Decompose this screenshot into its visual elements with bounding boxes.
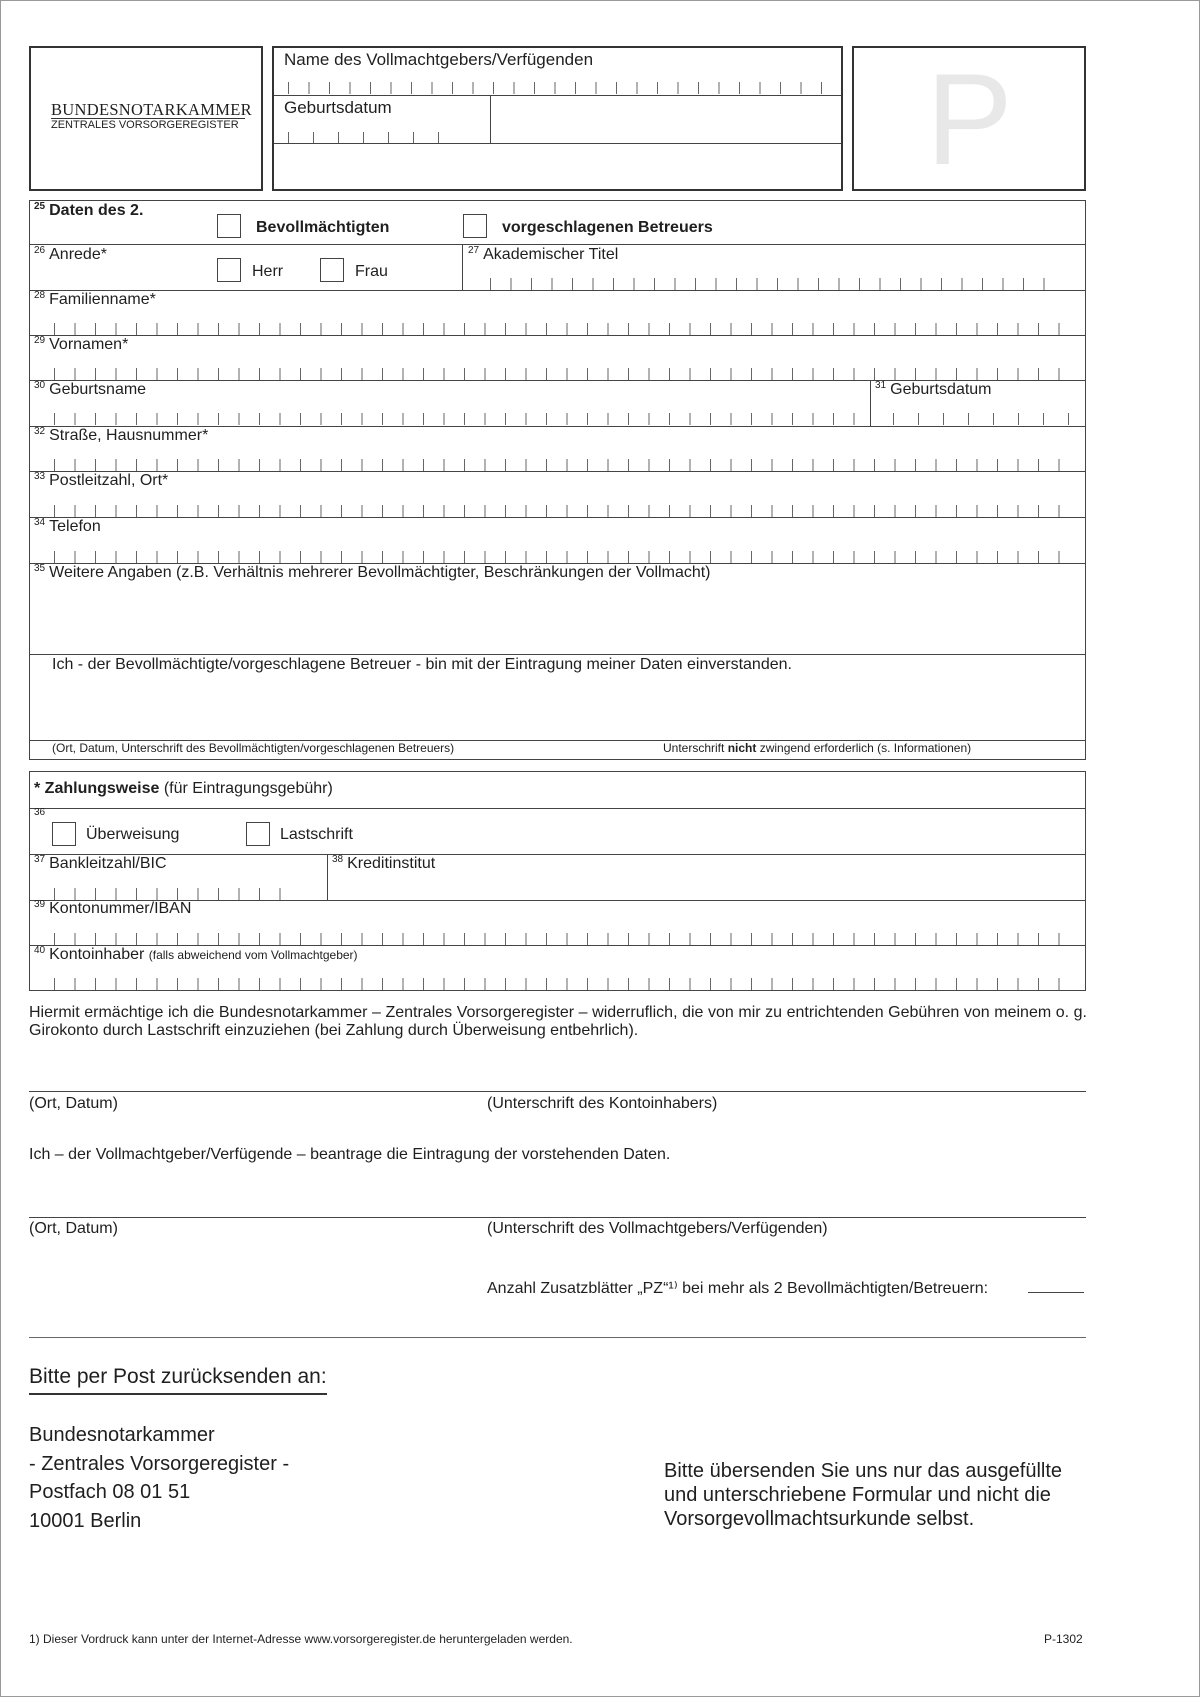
form-letter-box xyxy=(852,46,1086,191)
betreuer-checkbox[interactable] xyxy=(463,214,487,238)
bevollmaechtigter-label: Bevollmächtigten xyxy=(256,219,390,236)
mandate-signature-field[interactable] xyxy=(29,1060,1086,1090)
geburtsname-label: $^{30}$ Geburtsname xyxy=(34,380,147,398)
telefon-field[interactable] xyxy=(54,551,1074,563)
form-code: P-1302 xyxy=(1044,1632,1083,1646)
note-line: Bitte übersenden Sie uns nur das ausgefüllte xyxy=(664,1460,1063,1482)
footnote: 1) Dieser Vordruck kann unter der Internet-Adresse www.vorsorgeregister.de heruntergeladen werden. xyxy=(29,1632,573,1646)
plz-label: $^{33}$ Postleitzahl, Ort* xyxy=(34,471,169,489)
application-ort-datum: (Ort, Datum) xyxy=(29,1220,118,1237)
return-heading: Bitte per Post zurücksenden an: xyxy=(29,1365,327,1388)
signature-optional-note: Unterschrift nicht zwingend erforderlich (s. Informationen) xyxy=(663,741,972,755)
inhaber-field[interactable] xyxy=(54,978,1074,990)
geburtsdatum-label: $^{31}$ Geburtsdatum xyxy=(875,380,992,398)
betreuer-label: vorgeschlagenen Betreuers xyxy=(502,219,713,236)
familienname-field[interactable] xyxy=(54,323,1074,335)
return-address xyxy=(29,1421,289,1535)
kreditinstitut-label: $^{38}$ Kreditinstitut xyxy=(332,854,436,872)
anrede-label: $^{26}$ Anrede* xyxy=(34,245,107,263)
consent-signature-caption: (Ort, Datum, Unterschrift des Bevollmächtigten/vorgeschlagenen Betreuers) xyxy=(52,741,455,755)
application-signature-field[interactable] xyxy=(29,1186,1086,1216)
geburtsdatum-field[interactable] xyxy=(893,413,1073,425)
frau-label: Frau xyxy=(355,263,388,280)
note-line: und unterschriebene Formular und nicht die xyxy=(664,1484,1051,1506)
weitere-field[interactable] xyxy=(40,586,1080,652)
payment-method-num: 36 xyxy=(34,807,46,818)
strasse-label: $^{32}$ Straße, Hausnummer* xyxy=(34,426,209,444)
logo-subtitle: ZENTRALES VORSORGEREGISTER xyxy=(51,119,239,131)
kreditinstitut-field[interactable] xyxy=(332,876,1077,898)
section2-title: $^{25}$ Daten des 2. xyxy=(34,201,144,219)
konto-field[interactable] xyxy=(54,933,1074,945)
section-divider xyxy=(29,1337,1086,1338)
ueberweisung-label: Überweisung xyxy=(86,826,180,843)
mandate-text: Hiermit ermächtige ich die Bundesnotarkammer – Zentrales Vorsorgeregister – widerruflich, die von mir zu entrichtenden Gebühren von meinem o. g. Girokonto durch Lastschrift einzuziehen (bei Zahlung durch Überweisung entbehrlich). xyxy=(29,1004,1087,1039)
address-line: - Zentrales Vorsorgeregister - xyxy=(29,1452,290,1475)
titel-label: $^{27}$ Akademischer Titel xyxy=(468,245,619,263)
logo-title: BUNDESNOTARKAMMER xyxy=(51,100,252,119)
principal-name-field[interactable] xyxy=(288,82,828,94)
frau-checkbox[interactable] xyxy=(320,258,344,282)
principal-box xyxy=(272,46,843,191)
lastschrift-label: Lastschrift xyxy=(280,826,353,843)
blz-label: $^{37}$ Bankleitzahl/BIC xyxy=(34,854,167,872)
consent-text: Ich - der Bevollmächtigte/vorgeschlagene Betreuer - bin mit der Eintragung meiner Daten einverstanden. xyxy=(52,656,792,673)
inhaber-note: (falls abweichend vom Vollmachtgeber) xyxy=(148,948,358,962)
zusatzblaetter-label: Anzahl Zusatzblätter „PZ“¹⁾ bei mehr als 2 Bevollmächtigten/Betreuern: xyxy=(487,1280,989,1297)
mandate-ort-datum: (Ort, Datum) xyxy=(29,1095,118,1112)
plz-field[interactable] xyxy=(54,505,1074,517)
form-letter: P xyxy=(926,46,1013,192)
inhaber-label: $^{40}$ Kontoinhaber (falls abweichend vom Vollmachtgeber) xyxy=(34,945,358,963)
address-line: Bundesnotarkammer xyxy=(29,1424,215,1446)
geburtsname-field[interactable] xyxy=(54,413,864,425)
strasse-field[interactable] xyxy=(54,459,1074,471)
address-line: 10001 Berlin xyxy=(29,1509,142,1532)
application-text: Ich – der Vollmachtgeber/Verfügende – beantrage die Eintragung der vorstehenden Daten. xyxy=(29,1146,671,1163)
logo-box xyxy=(29,46,263,191)
telefon-label: $^{34}$ Telefon xyxy=(34,517,101,535)
note-line: Vorsorgevollmachtsurkunde selbst. xyxy=(664,1508,975,1530)
titel-field[interactable] xyxy=(490,278,1060,290)
lastschrift-checkbox[interactable] xyxy=(246,822,270,846)
konto-label: $^{39}$ Kontonummer/IBAN xyxy=(34,899,192,917)
address-line: Postfach 08 01 51 xyxy=(29,1481,191,1503)
herr-checkbox[interactable] xyxy=(217,258,241,282)
zusatzblaetter-field[interactable] xyxy=(1028,1292,1084,1293)
principal-birth-label: Geburtsdatum xyxy=(284,98,392,117)
bevollmaechtigter-checkbox[interactable] xyxy=(217,214,241,238)
vornamen-label: $^{29}$ Vornamen* xyxy=(34,335,129,353)
familienname-label: $^{28}$ Familienname* xyxy=(34,290,156,308)
return-note xyxy=(664,1459,1062,1531)
weitere-label: $^{35}$ Weitere Angaben (z.B. Verhältnis mehrerer Bevollmächtigter, Beschränkungen der Vollmacht) xyxy=(34,563,711,581)
application-unterschrift: (Unterschrift des Vollmachtgebers/Verfügenden) xyxy=(487,1220,828,1237)
blz-field[interactable] xyxy=(54,888,299,900)
mandate-unterschrift: (Unterschrift des Kontoinhabers) xyxy=(487,1095,718,1112)
vornamen-field[interactable] xyxy=(54,368,1074,380)
ueberweisung-checkbox[interactable] xyxy=(52,822,76,846)
consent-signature-field[interactable] xyxy=(40,680,1080,740)
payment-title: * Zahlungsweise (für Eintragungsgebühr) xyxy=(34,780,333,797)
principal-name-label: Name des Vollmachtgebers/Verfügenden xyxy=(284,50,594,69)
herr-label: Herr xyxy=(252,263,284,280)
